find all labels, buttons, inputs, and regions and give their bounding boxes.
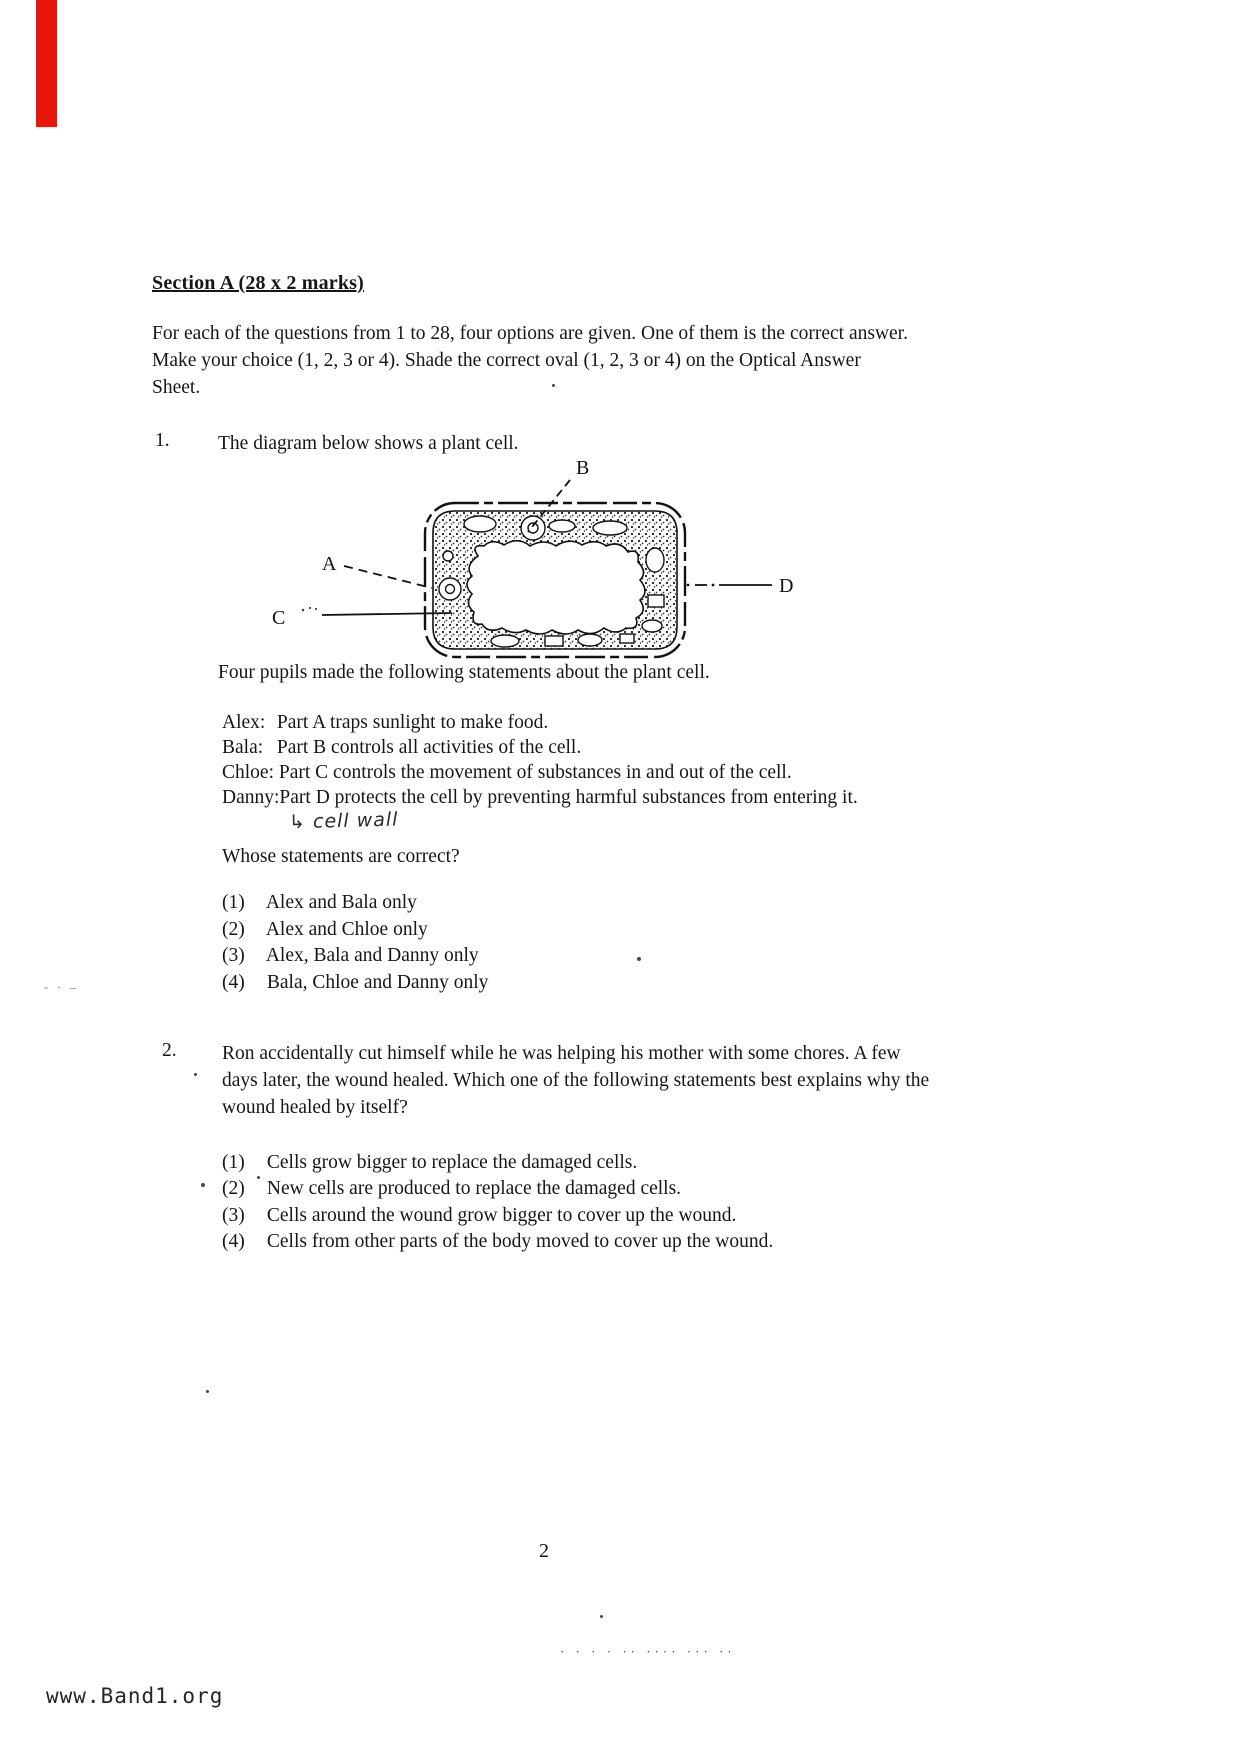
section-intro [152, 320, 982, 401]
q1-option-2 [222, 919, 428, 941]
q1-option-3 [222, 945, 479, 967]
statement-row [222, 737, 581, 759]
label-a-leader [344, 566, 432, 588]
q2-option-4 [222, 1231, 773, 1253]
q1-option-4 [222, 972, 488, 994]
pupil-statement: Part A traps sunlight to make food. [276, 712, 549, 733]
pupil-name: Danny: [222, 787, 280, 808]
option-number: (4) [222, 1231, 245, 1252]
pupil-statement: Part D protects the cell by preventing harmful substances from entering it. [279, 787, 858, 808]
red-margin-mark [36, 0, 57, 127]
pupil-statement: Part B controls all activities of the cell. [276, 737, 582, 758]
option-text: Cells from other parts of the body moved to cover up the wound. [266, 1231, 774, 1252]
option-text: New cells are produced to replace the damaged cells. [266, 1178, 682, 1199]
pupil-name: Alex: [222, 712, 266, 733]
margin-scan-artifact: - · – [44, 980, 79, 994]
diagram-label-d: D [779, 575, 794, 597]
q2-stem-line-2: days later, the wound healed. Which one of the following statements best explains why the [222, 1070, 930, 1091]
q2-option-2 [222, 1178, 681, 1200]
statement-row [222, 787, 858, 809]
q1-number: 1. [155, 430, 170, 451]
diagram-label-a: A [322, 553, 337, 575]
scan-speck [206, 1390, 209, 1393]
option-text: Bala, Chloe and Danny only [266, 972, 489, 993]
q2-number: 2. [162, 1040, 177, 1061]
section-heading: Section A (28 x 2 marks) [152, 272, 365, 294]
diagram-label-c: C [272, 607, 286, 629]
option-text: Cells grow bigger to replace the damaged cells. [266, 1152, 638, 1173]
scan-speck [257, 1176, 260, 1179]
q1-option-1 [222, 892, 417, 914]
option-number: (3) [222, 1205, 245, 1226]
option-number: (3) [222, 945, 245, 966]
watermark: www.Band1.org [46, 1684, 224, 1708]
dotted-scan-artifact: · · · · ·· ···· ··· ·· [560, 1644, 736, 1659]
pupil-name: Bala: [222, 737, 264, 758]
q1-question: Whose statements are correct? [222, 846, 460, 867]
option-text: Alex, Bala and Danny only [265, 945, 479, 966]
plant-cell-diagram [260, 442, 840, 672]
handwritten-cell-wall-note: ↳ cell wall [288, 808, 399, 834]
label-c-specks [302, 607, 317, 611]
q2-stem [222, 1040, 982, 1121]
statement-row [222, 762, 792, 784]
page-number: 2 [539, 1540, 549, 1562]
scan-speck [600, 1615, 603, 1618]
option-text: Cells around the wound grow bigger to cover up the wound. [266, 1205, 737, 1226]
statement-row [222, 712, 548, 734]
scan-speck [201, 1183, 205, 1187]
scan-speck [194, 1073, 197, 1076]
q2-stem-line-1: Ron accidentally cut himself while he was helping his mother with some chores. A few [222, 1043, 901, 1064]
q2-stem-line-3: wound healed by itself? [222, 1097, 408, 1118]
option-number: (2) [222, 919, 245, 940]
option-text: Alex and Bala only [265, 892, 417, 913]
intro-line-2: Make your choice (1, 2, 3 or 4). Shade the correct oval (1, 2, 3 or 4) on the Optical Answer [152, 350, 861, 371]
pupil-name: Chloe: [222, 762, 274, 783]
diagram-label-b: B [576, 457, 590, 479]
option-text: Alex and Chloe only [265, 919, 428, 940]
option-number: (2) [222, 1178, 245, 1199]
q1-caption: Four pupils made the following statements about the plant cell. [218, 662, 710, 683]
q2-option-3 [222, 1205, 736, 1227]
label-d-leader [687, 584, 772, 587]
pupil-statement: Part C controls the movement of substances in and out of the cell. [278, 762, 792, 783]
intro-line-3: Sheet. [152, 377, 201, 398]
option-number: (4) [222, 972, 245, 993]
scan-speck [637, 957, 641, 961]
scan-speck [552, 384, 555, 387]
option-number: (1) [222, 1152, 245, 1173]
option-number: (1) [222, 892, 245, 913]
q1-stem: The diagram below shows a plant cell. [218, 433, 519, 454]
intro-line-1: For each of the questions from 1 to 28, four options are given. One of them is the correct answer. [152, 323, 908, 344]
q2-option-1 [222, 1152, 637, 1174]
